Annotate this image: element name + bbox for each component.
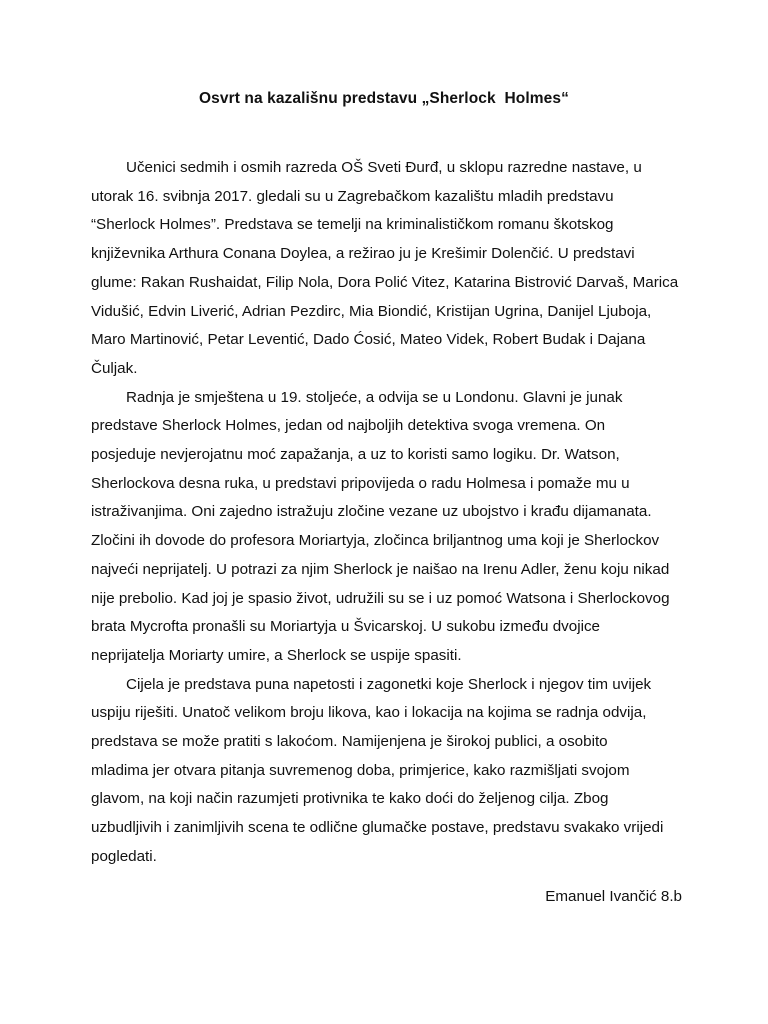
paragraph-line: utorak 16. svibnja 2017. gledali su u Zagrebačkom kazalištu mladih predstavu (91, 187, 614, 205)
paragraph-line: predstava se može pratiti s lakoćom. Namijenjena je širokoj publici, a osobito (91, 733, 608, 751)
author-signature: Emanuel Ivančić 8.b (545, 888, 682, 905)
paragraph-line: predstave Sherlock Holmes, jedan od najboljih detektiva svoga vremena. On (91, 417, 606, 435)
paragraph-line: “Sherlock Holmes”. Predstava se temelji na kriminalističkom romanu škotskog (91, 216, 614, 234)
paragraph-line: Zločini ih dovode do profesora Moriartyja, zločinca briljantnog uma koji je Sherlockov (91, 532, 660, 550)
paragraph-line: Čuljak. (91, 359, 138, 377)
paragraph-line: nije prebolio. Kad joj je spasio život, udružili su se i uz pomoć Watsona i Sherlockovog (91, 589, 670, 607)
paragraph-line: uspiju riješiti. Unatoč velikom broju likova, kao i lokacija na kojima se radnja odvija, (91, 704, 647, 722)
paragraph-line: brata Mycrofta pronašli su Moriartyja u Švicarskoj. U sukobu između dvojice (91, 618, 600, 636)
paragraph-line: Radnja je smještena u 19. stoljeće, a odvija se u Londonu. Glavni je junak (126, 388, 623, 406)
paragraph-line: Vidušić, Edvin Liverić, Adrian Pezdirc, Mia Biondić, Kristijan Ugrina, Danijel Ljuboja, (91, 302, 652, 320)
paragraph-line: Učenici sedmih i osmih razreda OŠ Sveti Đurđ, u sklopu razredne nastave, u (126, 159, 642, 176)
paragraph-line: uzbudljivih i zanimljivih scena te odlične glumačke postave, predstavu svakako vrijedi (91, 819, 664, 837)
paragraph-line: glavom, na koji način razumjeti protivnika te kako doći do željenog cilja. Zbog (91, 790, 609, 808)
paragraph-line: istraživanjima. Oni zajedno istražuju zločine vezane uz ubojstvo i krađu dijamanata. (91, 503, 652, 521)
paragraph-line: Maro Martinović, Petar Leventić, Dado Ćosić, Mateo Videk, Robert Budak i Dajana (91, 331, 646, 349)
paragraph-line: neprijatelja Moriarty umire, a Sherlock se uspije spasiti. (91, 646, 462, 664)
paragraph-line: najveći neprijatelj. U potrazi za njim Sherlock je naišao na Irenu Adler, ženu koju nikad (91, 560, 670, 578)
paragraph-line: pogledati. (91, 847, 157, 865)
paragraph-line: posjeduje nevjerojatnu moć zapažanja, a uz to koristi samo logiku. Dr. Watson, (91, 446, 620, 464)
document-title: Osvrt na kazališnu predstavu „Sherlock Holmes“ (199, 90, 569, 107)
document-body (91, 154, 686, 872)
paragraph-line: mladima jer otvara pitanja suvremenog doba, primjerice, kako razmišljati svojom (91, 761, 630, 779)
paragraph-line: Sherlockova desna ruka, u predstavi pripovijeda o radu Holmesa i pomaže mu u (91, 474, 630, 492)
paragraph-line: književnika Arthura Conana Doylea, a režirao ju je Krešimir Dolenčić. U predstavi (91, 245, 635, 263)
paragraph-line: Cijela je predstava puna napetosti i zagonetki koje Sherlock i njegov tim uvijek (126, 675, 652, 693)
paragraph-line: glume: Rakan Rushaidat, Filip Nola, Dora Polić Vitez, Katarina Bistrović Darvaš, Marica (91, 273, 679, 291)
